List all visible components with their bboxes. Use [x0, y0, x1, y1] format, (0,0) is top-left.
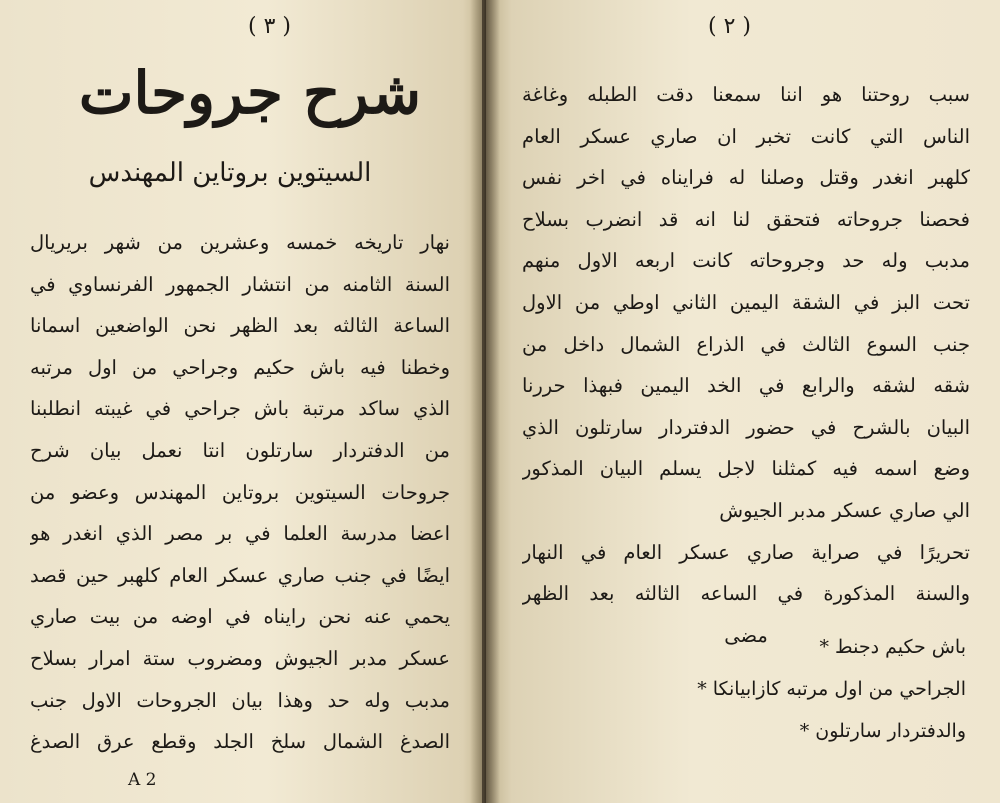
text-line: ايضًا في جنب صاري عسكر العام كلهبر حين قصد [30, 563, 450, 587]
text-line: الذي ساكد مرتبة باش جراحي في غيبته انطلبنا [30, 397, 450, 421]
right-page [486, 0, 1000, 803]
text-line: الي صاري عسكر مدبر الجيوش [719, 498, 970, 522]
left-page [0, 0, 482, 803]
page-number: ( ٣ ) [248, 14, 291, 39]
text-line: تحت البز في الشقة اليمين الثاني اوطي من الاول [522, 290, 970, 314]
text-line: جروحات السيتوين بروتاين المهندس وعضو من [30, 480, 450, 504]
text-line: من الدفتردار سارتلون انتا نعمل بيان شرح [30, 438, 450, 462]
text-line: مدبب وله حد وجروحاته كانت اربعه الاول منهم [522, 249, 970, 273]
text-block [522, 74, 970, 656]
signature-line: باش حكيم دجنط * [819, 636, 966, 658]
signature-block [606, 626, 966, 752]
text-line: والسنة المذكورة في الساعه الثالثه بعد الظهر [522, 582, 970, 606]
text-line: مضى [724, 623, 768, 647]
page-title: شرح جروحات [78, 59, 422, 127]
text-line: وخطنا فيه باش حكيم وجراحي من اول مرتبه [30, 355, 450, 379]
text-line: الساعة الثالثه بعد الظهر نحن الواضعين اسمانا [30, 314, 450, 338]
text-line: فحصنا جروحاته فتحقق لنا انه قد انضرب بسلاح [522, 207, 970, 231]
book-gutter [470, 0, 500, 803]
text-line: عسكر مدبر الجيوش ومضروب ستة امرار بسلاح [30, 646, 450, 670]
page-number: ( ٢ ) [708, 14, 751, 39]
text-block [30, 222, 450, 763]
page-subtitle: السيتوين بروتاين المهندس [88, 158, 372, 188]
text-line: الصدغ الشمال سلخ الجلد وقطع عرق الصدغ [30, 730, 450, 754]
text-line: تحريرًا في صراية صاري عسكر العام في النهار [522, 540, 970, 564]
text-line: البيان بالشرح في حضور الدفتردار سارتلون الذي [522, 415, 970, 439]
text-line: وضع اسمه فيه كمثلنا لاجل يسلم البيان المذكور [522, 457, 970, 481]
text-line: جنب السوع الثالث في الذراع الشمال داخل من [522, 332, 970, 356]
text-line: شقه لشقه والرابع في الخد اليمين فبهذا حررنا [522, 374, 970, 398]
text-line: كلهبر انغدر وقتل وصلنا له فرايناه في اخر نفس [522, 166, 970, 190]
text-line: سبب روحتنا هو اننا سمعنا دقت الطبله وغاغة [522, 83, 970, 106]
text-line: السنة الثامنه من انتشار الجمهور الفرنساوي في [30, 272, 450, 296]
text-line: نهار تاريخه خمسه وعشرين من شهر بريريال [30, 231, 450, 254]
signature-line: والدفتردار سارتلون * [799, 720, 966, 742]
text-line: مدبب وله حد وهذا بيان الجروحات الاول جنب [30, 688, 450, 712]
text-line: الناس التي كانت تخبر ان صاري عسكر العام [522, 124, 970, 148]
folio-mark: A 2 [128, 770, 157, 790]
text-line: يحمي عنه نحن رايناه في اوضه من بيت صاري [30, 605, 450, 629]
signature-line: الجراحي من اول مرتبه كازابيانكا * [697, 678, 966, 700]
text-line: اعضا مدرسة العلما في بر مصر الذي انغدر هو [30, 522, 450, 546]
